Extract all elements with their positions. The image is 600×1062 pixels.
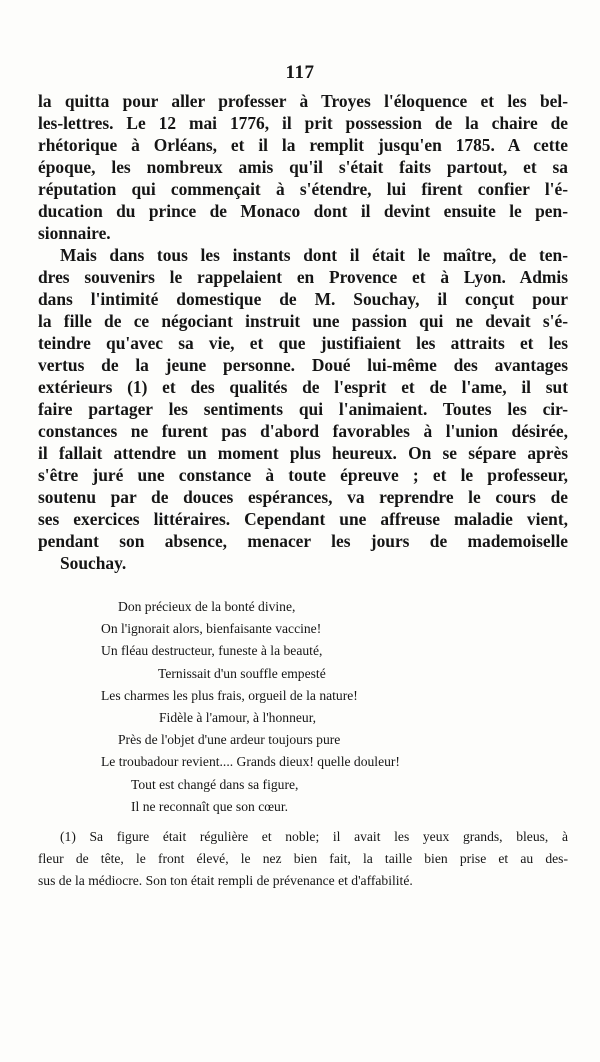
text-line: réputation qui commençait à s'étendre, lui firent confier l'é- xyxy=(38,179,568,199)
text-line: extérieurs (1) et des qualités de l'esprit et de l'ame, il sut xyxy=(38,377,568,397)
poem-line: Fidèle à l'amour, à l'honneur, xyxy=(159,710,317,726)
text-line: dans l'intimité domestique de M. Souchay, il conçut pour xyxy=(38,289,568,309)
text-line: les-lettres. Le 12 mai 1776, il prit possession de la chaire de xyxy=(38,113,568,133)
text-line: s'être juré une constance à toute épreuve ; et le professeur, xyxy=(38,465,568,485)
text-line: la fille de ce négociant instruit une passion qui ne devait s'é- xyxy=(38,311,568,331)
text-line: sionnaire. xyxy=(38,223,111,243)
text-line: teindre qu'avec sa vie, et que justifiaient les attraits et les xyxy=(38,333,568,353)
text-line: la quitta pour aller professer à Troyes l'éloquence et les bel- xyxy=(38,91,568,111)
body-text xyxy=(38,90,568,574)
text-line: ducation du prince de Monaco dont il devint ensuite le pen- xyxy=(38,201,568,221)
paragraph-2 xyxy=(38,244,568,574)
poem-line: Le troubadour revient.... Grands dieux! quelle douleur! xyxy=(101,754,400,770)
text-line: constances ne furent pas d'abord favorables à l'union désirée, xyxy=(38,421,568,441)
poem-line: On l'ignorait alors, bienfaisante vaccine! xyxy=(101,621,322,637)
text-line: Souchay. xyxy=(60,553,127,573)
poem xyxy=(0,596,600,818)
footnote xyxy=(38,826,568,892)
text-line: rhétorique à Orléans, et il la remplit jusqu'en 1785. A cette xyxy=(38,135,568,155)
text-line: soutenu par de douces espérances, va reprendre le cours de xyxy=(38,487,568,507)
paragraph-1 xyxy=(38,90,568,244)
text-line: faire partager les sentiments qui l'animaient. Toutes les cir- xyxy=(38,399,568,419)
poem-line: Il ne reconnaît que son cœur. xyxy=(131,798,289,814)
page-number: 117 xyxy=(285,62,315,83)
footnote-line: fleur de tête, le front élevé, le nez bien fait, la taille bien prise et au des- xyxy=(38,851,568,866)
poem-line: Les charmes les plus frais, orgueil de la nature! xyxy=(101,687,358,703)
text-line: pendant son absence, menacer les jours de mademoiselle xyxy=(38,531,568,551)
text-line: dres souvenirs le rappelaient en Provence et à Lyon. Admis xyxy=(38,267,568,287)
footnote-line: (1) Sa figure était régulière et noble; il avait les yeux grands, bleus, à xyxy=(60,829,568,844)
text-line: Mais dans tous les instants dont il était le maître, de ten- xyxy=(60,245,568,265)
poem-line: Tout est changé dans sa figure, xyxy=(131,776,299,792)
text-line: époque, les nombreux amis qu'il s'était faits partout, et sa xyxy=(38,157,568,177)
text-line: il fallait attendre un moment plus heureux. On se sépare après xyxy=(38,443,568,463)
poem-line: Près de l'objet d'une ardeur toujours pure xyxy=(118,732,341,748)
poem-line: Un fléau destructeur, funeste à la beauté, xyxy=(101,643,323,659)
text-line: vertus de la jeune personne. Doué lui-même des avantages xyxy=(38,355,568,375)
poem-line: Don précieux de la bonté divine, xyxy=(118,599,296,614)
poem-line: Ternissait d'un souffle empesté xyxy=(158,665,326,681)
text-line: ses exercices littéraires. Cependant une affreuse maladie vient, xyxy=(38,509,568,529)
footnote-line: sus de la médiocre. Son ton était rempli de prévenance et d'affabilité. xyxy=(38,873,413,888)
